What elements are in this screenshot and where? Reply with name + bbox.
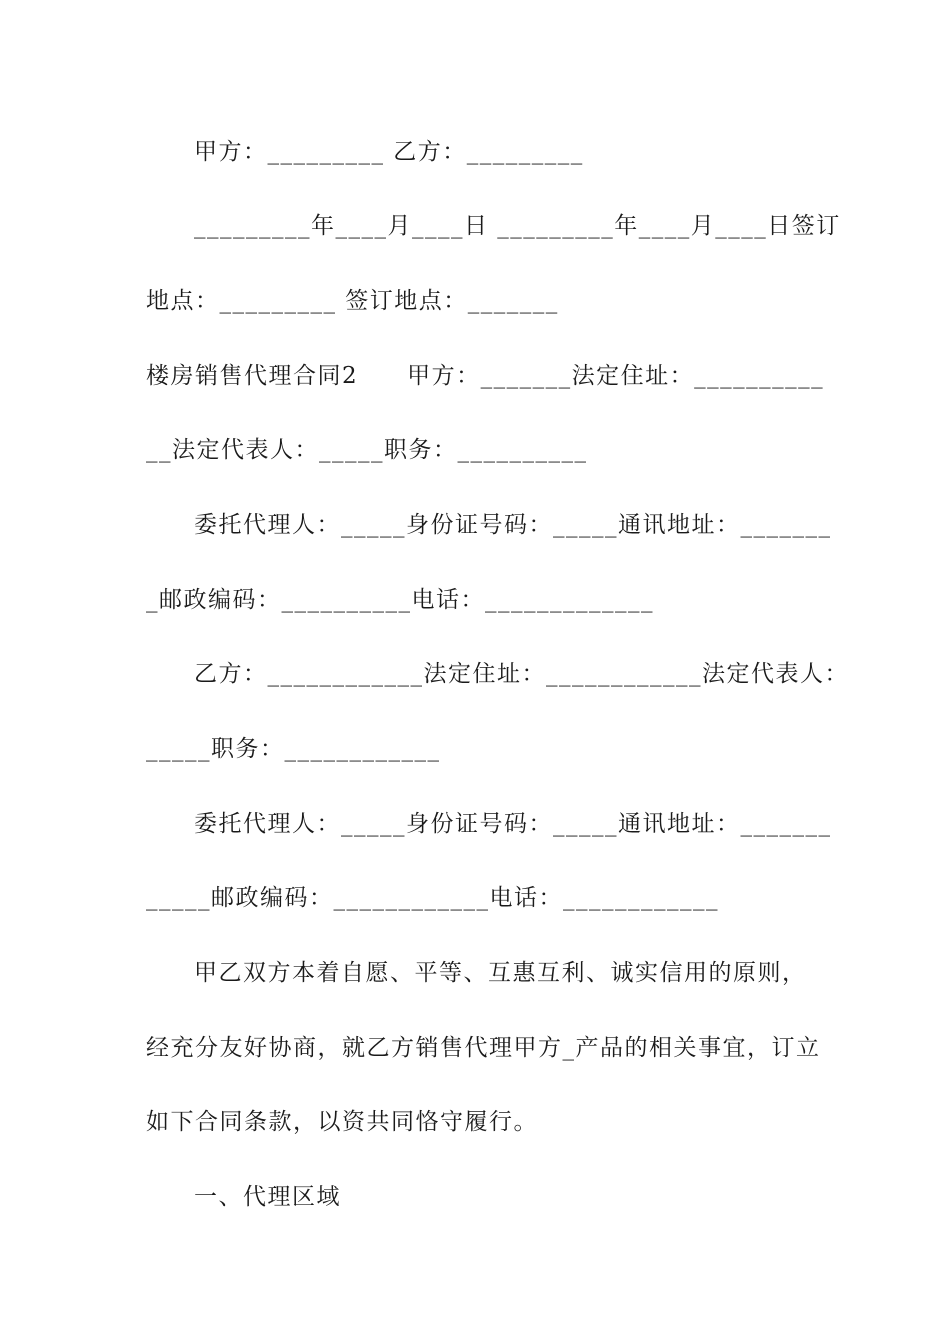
signing-place-line: 地点：_________ 签订地点：_______	[146, 288, 559, 314]
position-line-b: _____职务：____________	[146, 736, 441, 762]
contract-title-party-a-line: 楼房销售代理合同2 甲方：_______法定住址：__________	[146, 363, 825, 389]
postal-phone-line-b: _____邮政编码：____________电话：____________	[146, 885, 719, 911]
postal-phone-line-a: _邮政编码：__________电话：_____________	[146, 587, 654, 613]
legal-representative-line: __法定代表人：_____职务：__________	[146, 437, 588, 463]
agent-info-line-b: 委托代理人：_____身份证号码：_____通讯地址：_______	[194, 811, 832, 837]
agent-info-line-a: 委托代理人：_____身份证号码：_____通讯地址：_______	[194, 512, 832, 538]
section-heading-agency-region: 一、代理区域	[194, 1184, 341, 1210]
date-line: _________年____月____日 _________年____月____日签订	[194, 213, 841, 239]
principle-paragraph-line-2: 经充分友好协商，就乙方销售代理甲方_产品的相关事宜，订立	[146, 1035, 821, 1061]
principle-paragraph-line-3: 如下合同条款，以资共同恪守履行。	[146, 1109, 538, 1135]
party-a-b-line: 甲方：_________ 乙方：_________	[194, 139, 584, 165]
principle-paragraph-line-1: 甲乙双方本着自愿、平等、互惠互利、诚实信用的原则，	[194, 960, 807, 986]
party-b-line: 乙方：____________法定住址：____________法定代表人：	[194, 661, 849, 687]
